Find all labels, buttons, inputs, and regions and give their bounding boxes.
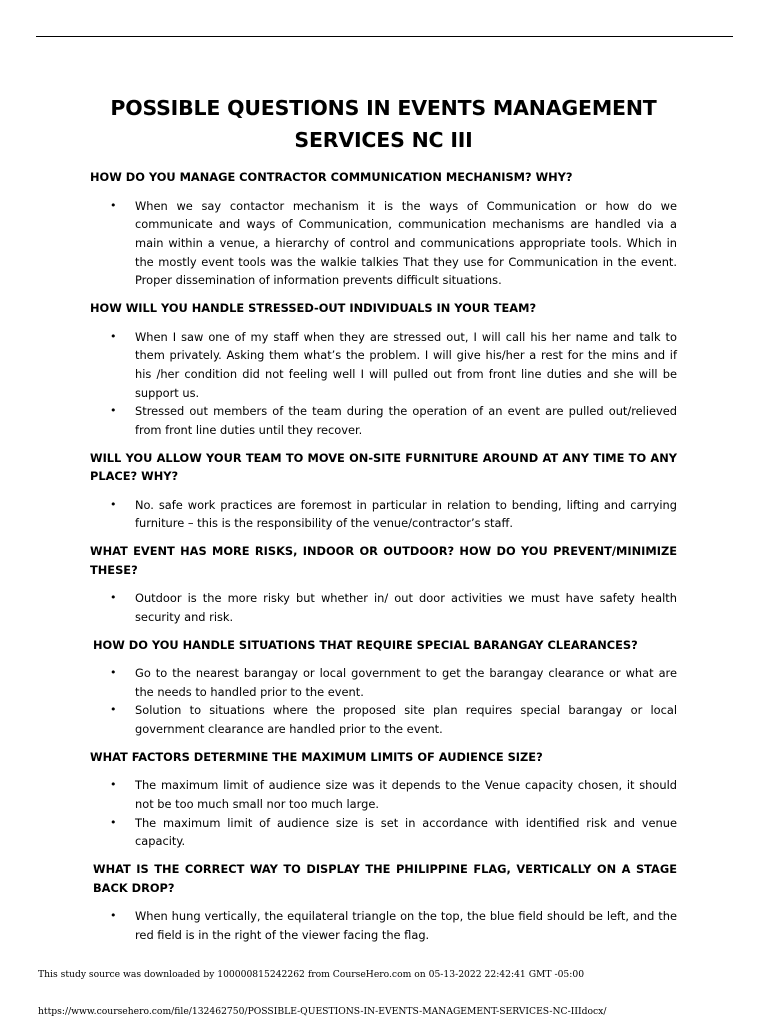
bullet-icon: •	[110, 329, 117, 343]
answer-item	[90, 197, 677, 291]
question-heading: WHAT FACTORS DETERMINE THE MAXIMUM LIMITS OF AUDIENCE SIZE?	[90, 749, 543, 764]
answer-item	[90, 664, 677, 701]
bullet-icon: •	[110, 198, 117, 212]
document-body	[90, 92, 677, 954]
answer-item	[90, 328, 677, 403]
bullet-icon: •	[110, 497, 117, 511]
download-source-notice: This study source was downloaded by 100000815242262 from CourseHero.com on 05-13-2022 22:42:41 GMT -05:00	[38, 969, 585, 980]
answer-item	[90, 402, 677, 439]
answer-text: When I saw one of my staff when they are stressed out, I will call his her name and talk to them privately. Asking them what’s the problem. I will give his/her a rest for the mins and if his /her condition did not feeling well I will pulled out from front line duties and she will be support us.	[135, 329, 677, 400]
answer-item	[90, 907, 677, 944]
answer-text: The maximum limit of audience size is set in accordance with identified risk and venue capacity.	[135, 815, 677, 849]
answer-list	[90, 776, 677, 851]
answer-list	[90, 664, 677, 739]
answer-text: Solution to situations where the proposed site plan requires special barangay or local government clearance are handled prior to the event.	[135, 703, 677, 737]
answer-text: Stressed out members of the team during the operation of an event are pulled out/relieved from front line duties until they recover.	[135, 404, 677, 438]
answer-item	[90, 814, 677, 851]
answer-text: When we say contactor mechanism it is the ways of Communication or how do we communicate and ways of Communication, communication mechanisms are handled via a main within a venue, a hierarchy of control and communications appropriate tools. Which in the mostly event tools was the walkie talkies That they use for Communication in the event. Proper dissemination of information prevents difficult situations.	[135, 198, 677, 288]
question-heading: HOW WILL YOU HANDLE STRESSED-OUT INDIVIDUALS IN YOUR TEAM?	[90, 301, 537, 316]
answer-item	[90, 589, 677, 626]
question-heading: HOW DO YOU MANAGE CONTRACTOR COMMUNICATION MECHANISM? WHY?	[90, 170, 573, 184]
answer-text: Go to the nearest barangay or local government to get the barangay clearance or what are the needs to handled prior to the event.	[135, 666, 677, 699]
answer-list	[90, 197, 677, 291]
page-title	[90, 92, 677, 156]
top-divider	[36, 36, 733, 37]
bullet-icon: •	[110, 703, 117, 717]
title-line-2: SERVICES NC III	[294, 128, 473, 152]
question-heading: WHAT IS THE CORRECT WAY TO DISPLAY THE PHILIPPINE FLAG, VERTICALLY ON A STAGE BACK DROP?	[93, 862, 677, 895]
answer-text: When hung vertically, the equilateral triangle on the top, the blue field should be left, and the red field is in the right of the viewer facing the flag.	[135, 909, 677, 942]
title-line-1: POSSIBLE QUESTIONS IN EVENTS MANAGEMENT	[110, 96, 657, 120]
answer-text: The maximum limit of audience size was it depends to the Venue capacity chosen, it should not be too much small nor too much large.	[135, 778, 677, 812]
bullet-icon: •	[110, 815, 117, 829]
answer-item	[90, 776, 677, 813]
bullet-icon: •	[110, 404, 117, 418]
source-url[interactable]: https://www.coursehero.com/file/132462750/POSSIBLE-QUESTIONS-IN-EVENTS-MANAGEMENT-SERVICES-NC-IIIdocx/	[38, 1006, 607, 1017]
bullet-icon: •	[110, 909, 117, 923]
answer-item	[90, 701, 677, 738]
answer-list	[90, 907, 677, 944]
answer-list	[90, 496, 677, 533]
answer-item	[90, 496, 677, 533]
bullet-icon: •	[110, 666, 117, 680]
bullet-icon: •	[110, 591, 117, 605]
question-heading: WHAT EVENT HAS MORE RISKS, INDOOR OR OUTDOOR? HOW DO YOU PREVENT/MINIMIZE THESE?	[90, 544, 677, 577]
answer-text: Outdoor is the more risky but whether in/ out door activities we must have safety health security and risk.	[135, 591, 677, 624]
question-heading: HOW DO YOU HANDLE SITUATIONS THAT REQUIRE SPECIAL BARANGAY CLEARANCES?	[93, 637, 638, 652]
answer-list	[90, 328, 677, 440]
answer-list	[90, 589, 677, 626]
question-heading: WILL YOU ALLOW YOUR TEAM TO MOVE ON-SITE FURNITURE AROUND AT ANY TIME TO ANY PLACE? WHY?	[90, 450, 677, 484]
bullet-icon: •	[110, 778, 117, 792]
answer-text: No. safe work practices are foremost in particular in relation to bending, lifting and carrying furniture – this is the responsibility of the venue/contractor’s staff.	[135, 497, 677, 531]
